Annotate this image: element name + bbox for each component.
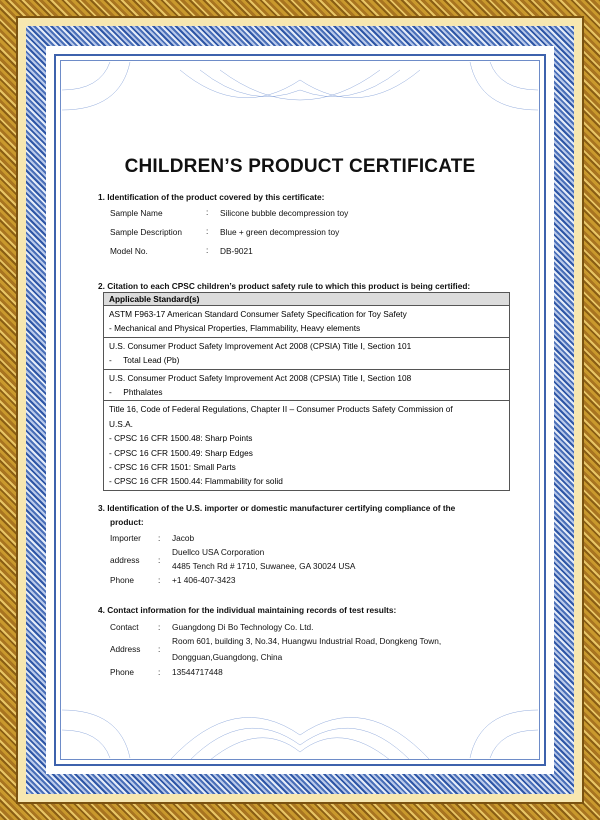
- contact-sep: :: [158, 622, 161, 632]
- standard-line: U.S. Consumer Product Safety Improvement Act 2008 (CPSIA) Title Ⅰ, Section 101: [109, 340, 412, 351]
- contact-value: Guangdong Di Bo Technology Co. Ltd.: [172, 622, 314, 632]
- model-no-label: Model No.: [110, 246, 148, 256]
- importer-label: Importer: [110, 533, 141, 543]
- corner-ornament-bl: [62, 710, 130, 758]
- table-header-row: [104, 293, 510, 306]
- corner-ornament-br: [470, 710, 538, 758]
- section-3-heading-cont: product:: [110, 517, 144, 527]
- standard-line: - Phthalates: [109, 387, 163, 398]
- contact-label: Contact: [110, 622, 139, 632]
- model-no-value: DB-9021: [220, 246, 253, 256]
- records-phone-sep: :: [158, 667, 161, 677]
- standard-line: ASTM F963-17 American Standard Consumer Safety Specification for Toy Safety: [109, 309, 407, 319]
- sample-description-value: Blue + green decompression toy: [220, 227, 340, 237]
- standard-line: - CPSC 16 CFR 1500.48: Sharp Points: [109, 433, 253, 444]
- standard-line: - CPSC 16 CFR 1501: Small Parts: [109, 462, 236, 473]
- importer-phone-sep: :: [158, 575, 161, 585]
- standard-line: - CPSC 16 CFR 1500.44: Flammability for solid: [109, 476, 283, 487]
- importer-phone-label: Phone: [110, 575, 134, 585]
- sample-name-sep: :: [206, 207, 209, 217]
- standard-line: Title 16, Code of Federal Regulations, Chapter II – Consumer Products Safety Commission of: [109, 404, 453, 415]
- corner-ornament-tl: [62, 62, 130, 110]
- table-row: [104, 306, 510, 338]
- section-4-heading: 4. Contact information for the individual maintaining records of test results:: [98, 605, 397, 615]
- importer-address-line-1: Duellco USA Corporation: [172, 547, 265, 557]
- records-address-line-2: Dongguan,Guangdong, China: [172, 652, 283, 662]
- standard-line: U.S. Consumer Product Safety Improvement Act 2008 (CPSIA) Title Ⅰ, Section 108: [109, 372, 412, 383]
- section-1-heading: 1. Identification of the product covered by this certificate:: [98, 192, 325, 202]
- table-row: [104, 401, 510, 490]
- records-phone-label: Phone: [110, 667, 134, 677]
- importer-value: Jacob: [172, 533, 195, 543]
- importer-sep: :: [158, 533, 161, 543]
- standard-line: - Total Lead (Pb): [109, 355, 180, 366]
- table-header-cell: Applicable Standard(s): [104, 293, 510, 306]
- sample-description-label: Sample Description: [110, 227, 182, 237]
- records-phone-value: 13544717448: [172, 667, 223, 677]
- sample-name-value: Silicone bubble decompression toy: [220, 208, 349, 218]
- sample-description-sep: :: [206, 226, 209, 236]
- records-address-line-1: Room 601, building 3, No.34, Huangwu Industrial Road, Dongkeng Town,: [172, 636, 442, 646]
- model-no-sep: :: [206, 245, 209, 255]
- bottom-ornament: [170, 717, 430, 760]
- section-3-heading: 3. Identification of the U.S. importer or domestic manufacturer certifying compliance of the: [98, 503, 456, 513]
- table-row: [104, 369, 510, 401]
- importer-address-sep: :: [158, 555, 161, 565]
- corner-ornament-tr: [470, 62, 538, 110]
- standard-line: - Mechanical and Physical Properties, Flammability, Heavy elements: [109, 323, 361, 334]
- records-address-sep: :: [158, 644, 161, 654]
- top-ornament: [180, 70, 420, 100]
- certificate-title: CHILDREN’S PRODUCT CERTIFICATE: [124, 156, 476, 177]
- section-2-heading: 2. Citation to each CPSC children’s product safety rule to which this product is being certified:: [98, 281, 471, 291]
- standard-line: U.S.A.: [109, 418, 133, 429]
- importer-address-line-2: 4485 Tench Rd # 1710, Suwanee, GA 30024 USA: [172, 561, 356, 571]
- importer-address-label: address: [110, 555, 140, 565]
- standard-line: - CPSC 16 CFR 1500.49: Sharp Edges: [109, 447, 253, 458]
- records-address-label: Address: [110, 644, 141, 654]
- sample-name-label: Sample Name: [110, 208, 163, 218]
- standards-table: [103, 292, 510, 491]
- importer-phone-value: +1 406-407-3423: [172, 575, 236, 585]
- table-row: [104, 337, 510, 369]
